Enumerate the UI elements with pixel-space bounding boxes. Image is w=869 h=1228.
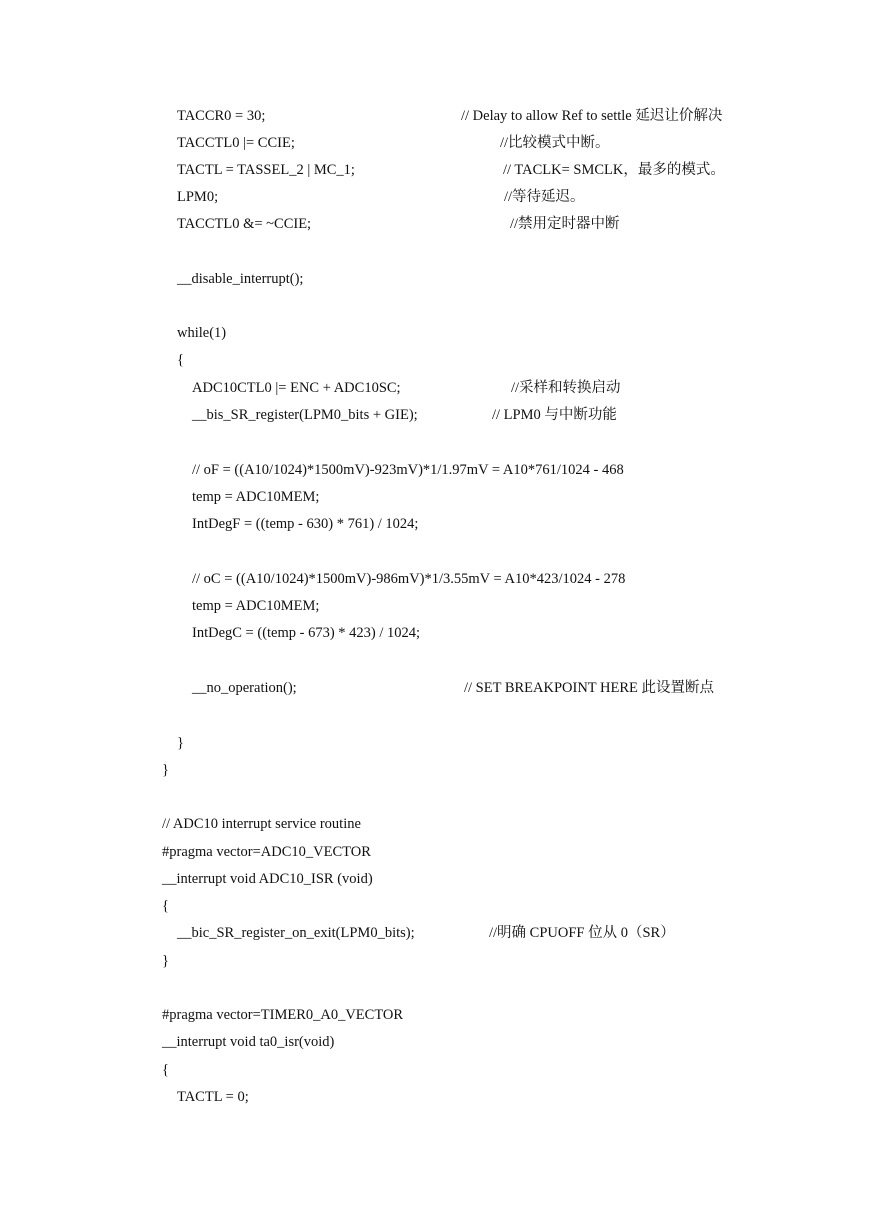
code-line bbox=[192, 377, 401, 399]
comment-text: //比较模式中断。 bbox=[500, 135, 610, 151]
code-text: __interrupt void ADC10_ISR (void) bbox=[162, 871, 373, 887]
code-line bbox=[177, 322, 226, 344]
comment-text: //禁用定时器中断 bbox=[510, 216, 620, 232]
code-line bbox=[192, 459, 624, 481]
code-text: } bbox=[162, 762, 169, 778]
code-text: #pragma vector=ADC10_VECTOR bbox=[162, 844, 371, 860]
comment-text: // TACLK= SMCLK，最多的模式。 bbox=[503, 162, 725, 178]
code-text: { bbox=[162, 1062, 169, 1078]
code-text: LPM0; bbox=[177, 189, 219, 205]
code-comment bbox=[492, 404, 617, 426]
code-line bbox=[177, 186, 218, 208]
code-text: // oF = ((A10/1024)*1500mV)-923mV)*1/1.97mV = A10*761/1024 - 468 bbox=[192, 462, 624, 478]
code-comment bbox=[461, 105, 722, 127]
code-line bbox=[177, 268, 303, 290]
code-line bbox=[177, 132, 295, 154]
code-comment bbox=[503, 159, 725, 181]
code-text: TACCTL0 &= ~CCIE; bbox=[177, 216, 312, 232]
code-text: { bbox=[177, 352, 184, 368]
code-line bbox=[162, 841, 371, 863]
code-line bbox=[192, 486, 319, 508]
code-line bbox=[177, 732, 184, 754]
code-comment bbox=[500, 132, 610, 154]
code-line bbox=[192, 513, 418, 535]
code-line bbox=[192, 568, 625, 590]
code-text: TACTL = 0; bbox=[177, 1089, 249, 1105]
code-text: __disable_interrupt(); bbox=[177, 271, 304, 287]
code-line bbox=[177, 159, 355, 181]
comment-text: //采样和转换启动 bbox=[511, 380, 621, 396]
code-line bbox=[177, 922, 415, 944]
code-comment bbox=[504, 186, 585, 208]
code-text: TACCR0 = 30; bbox=[177, 108, 266, 124]
code-text: temp = ADC10MEM; bbox=[192, 598, 320, 614]
code-comment bbox=[464, 677, 714, 699]
code-comment bbox=[510, 213, 620, 235]
code-line bbox=[162, 868, 373, 890]
code-text: __no_operation(); bbox=[192, 680, 297, 696]
code-comment bbox=[511, 377, 621, 399]
code-line bbox=[162, 759, 169, 781]
code-text: } bbox=[177, 735, 184, 751]
code-text: __bis_SR_register(LPM0_bits + GIE); bbox=[192, 407, 418, 423]
code-text: __interrupt void ta0_isr(void) bbox=[162, 1034, 335, 1050]
code-text: #pragma vector=TIMER0_A0_VECTOR bbox=[162, 1007, 404, 1023]
code-line bbox=[177, 213, 311, 235]
comment-text: // SET BREAKPOINT HERE 此设置断点 bbox=[464, 680, 715, 696]
code-line bbox=[177, 105, 265, 127]
code-text: } bbox=[162, 953, 169, 969]
code-text: IntDegC = ((temp - 673) * 423) / 1024; bbox=[192, 625, 421, 641]
code-line bbox=[177, 1086, 249, 1108]
code-line bbox=[162, 1031, 334, 1053]
code-text: IntDegF = ((temp - 630) * 761) / 1024; bbox=[192, 516, 419, 532]
comment-text: //明确 CPUOFF 位从 0（SR） bbox=[489, 925, 675, 941]
code-line bbox=[162, 1059, 169, 1081]
code-text: TACTL = TASSEL_2 | MC_1; bbox=[177, 162, 355, 178]
code-text: __bic_SR_register_on_exit(LPM0_bits); bbox=[177, 925, 415, 941]
code-text: TACCTL0 |= CCIE; bbox=[177, 135, 295, 151]
code-line bbox=[192, 595, 319, 617]
code-line bbox=[162, 1004, 403, 1026]
code-line bbox=[162, 950, 169, 972]
code-text: { bbox=[162, 898, 169, 914]
code-line bbox=[162, 895, 169, 917]
code-text: ADC10CTL0 |= ENC + ADC10SC; bbox=[192, 380, 401, 396]
comment-text: // Delay to allow Ref to settle 延迟让价解决 bbox=[461, 108, 723, 124]
code-line bbox=[192, 404, 418, 426]
code-line bbox=[162, 813, 361, 835]
code-text: while(1) bbox=[177, 325, 227, 341]
comment-text: //等待延迟。 bbox=[504, 189, 585, 205]
code-line bbox=[192, 677, 297, 699]
code-line bbox=[192, 622, 420, 644]
comment-text: // LPM0 与中断功能 bbox=[492, 407, 617, 423]
code-text: // oC = ((A10/1024)*1500mV)-986mV)*1/3.55mV = A10*423/1024 - 278 bbox=[192, 571, 626, 587]
code-text: // ADC10 interrupt service routine bbox=[162, 816, 361, 832]
code-text: temp = ADC10MEM; bbox=[192, 489, 320, 505]
code-comment bbox=[489, 922, 675, 944]
code-line bbox=[177, 349, 184, 371]
